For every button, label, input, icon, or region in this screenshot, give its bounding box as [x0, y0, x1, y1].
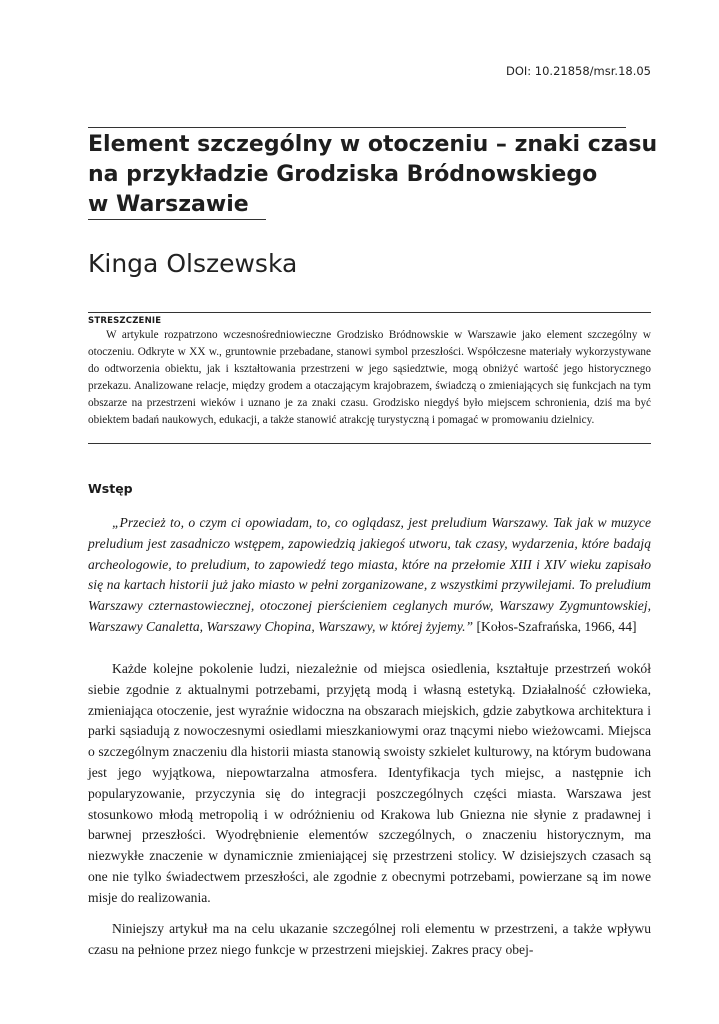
abstract-text: W artykule rozpatrzono wczesnośredniowieczne Grodzisko Bródnowskie w Warszawie jako element szczególny w otoczeniu. Odkryte w XX w., gruntownie przebadane, stanowi symbol przeszłości. Współczesne materiały wykorzystywane do odtworzenia obiektu, jak i kształtowania przestrzeni w jego sąsiedztwie, mogą obniżyć wartość jego historycznego przekazu. Analizowane relacje, między grodem a otaczającym krajobrazem, świadczą o zmieniających się funkcjach na tym obszarze na przestrzeni wieków i uznano je za znaki czasu. Grodzisko niegdyś było miejscem schronienia, dziś ma być obiektem badań naukowych, edukacji, a także stanowić atrakcję turystyczną i pomagać w promowaniu dzielnicy.	[88, 329, 651, 426]
quote-citation: [Kołos-Szafrańska, 1966, 44]	[473, 618, 637, 634]
article-title	[88, 130, 658, 220]
opening-quote	[88, 513, 651, 638]
title-line: na przykładzie Grodziska Bródnowskiego	[88, 162, 598, 187]
doi-label: DOI: 10.21858/msr.18.05	[505, 64, 651, 78]
abstract-top-rule	[88, 312, 651, 313]
abstract-label: STRESZCZENIE	[88, 316, 162, 326]
title-top-rule	[88, 127, 626, 128]
title-line: w Warszawie	[88, 192, 249, 217]
title-line: Element szczególny w otoczeniu – znaki czasu	[88, 132, 658, 157]
abstract-bottom-rule	[88, 443, 651, 444]
title-bottom-rule	[88, 219, 266, 220]
body-paragraph: Niniejszy artykuł ma na celu ukazanie szczególnej roli elementu w przestrzeni, a także wpływu czasu na pełnione przez niego funkcje w przestrzeni miejskiej. Zakres pracy obej-	[88, 921, 651, 957]
author-name: Kinga Olszewska	[88, 249, 298, 278]
quote-text: „Przecież to, o czym ci opowiadam, to, co oglądasz, jest preludium Warszawy. Tak jak w muzyce preludium jest zasadniczo wstępem, zapowiedzią jakiegoś utworu, tak czasy, wydarzenia, które badają archeologowie, to preludium, to zapowiedź tego miasta, które na przełomie XIII i XIV wieku zapisało się na kartach historii już jako miasto w pełni zorganizowane, z wszystkimi przywilejami. To preludium Warszawy czternastowiecznej, otoczonej pierścieniem ceglanych murów, Warszawy Zygmuntowskiej, Warszawy Canaletta, Warszawy Chopina, Warszawy, w której żyjemy.”	[88, 515, 651, 634]
section-heading: Wstęp	[88, 481, 133, 496]
body-paragraph: Każde kolejne pokolenie ludzi, niezależnie od miejsca osiedlenia, kształtuje przestrzeń wokół siebie zgodnie z aktualnymi potrzebami, przyjętą modą i własną estetyką. Działalność człowieka, zmieniająca otoczenie, jest wyraźnie widoczna na obszarach miejskich, gdzie zabytkowa architektura i parki sąsiadują z nowoczesnymi osiedlami mieszkaniowymi oraz tnącymi niebo wieżowcami. Miejsca o szczególnym znaczeniu dla historii miasta stanowią swoisty szkielet kulturowy, na którym budowana jest jego wyjątkowa, niepowtarzalna atmosfera. Identyfikacja tych miejsc, a następnie ich popularyzowanie, przyczynia się do integracji poszczególnych części miasta. Warszawa jest stosunkowo młodą metropolią i w odróżnieniu od Krakowa lub Gniezna nie słynie z pradawnej i barwnej przeszłości. Wyodrębnienie elementów szczególnych, o znaczeniu historycznym, ma niezwykłe znaczenie w dynamicznie zmieniającej się przestrzeni stolicy. W dzisiejszych czasach są one nie tylko świadectwem przeszłości, ale zgodnie z obecnymi potrzebami, powierzane są im nowe misje do realizowania.	[88, 661, 651, 905]
